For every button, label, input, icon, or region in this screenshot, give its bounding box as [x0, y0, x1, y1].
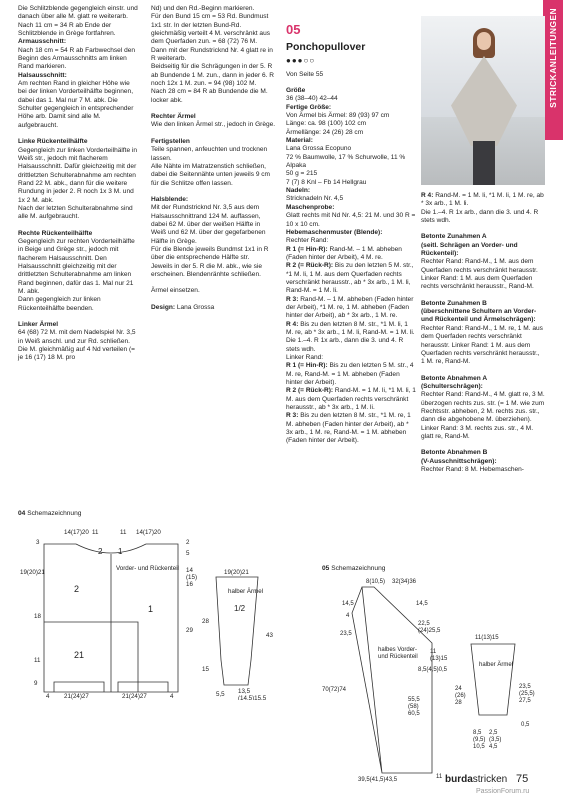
column1-paragraph: Nach 18 cm = 54 R ab Farbwechsel den Beginn des Armausschnitts am linken Rand markieren.: [18, 46, 135, 71]
s5-dim-left: 24 (26) 28: [455, 686, 466, 706]
heading: R 2 (= Rück-R):: [286, 387, 334, 395]
text-column-4: [421, 192, 545, 474]
heading: Linker Ärmel: [18, 321, 59, 329]
dim-bottom-1: 21(24)27: [64, 693, 89, 700]
dim-14: 14 (15) 16: [186, 567, 198, 588]
heading: R 4:: [286, 320, 299, 328]
s5-dim-right: 23,5 (25,5) 27,5: [519, 684, 535, 704]
column2-paragraph: [151, 138, 276, 146]
sleeve-label: halber Ärmel: [228, 588, 264, 595]
dim-top-4: 14(17)20: [136, 529, 161, 536]
column4-paragraph: [421, 300, 545, 325]
f5-dim-70: 70(72)74: [322, 687, 347, 693]
figure-05-schematic: [322, 573, 464, 783]
heading: R 2 (= Rück-R):: [286, 262, 334, 270]
column3-paragraph: Glatt rechts mit Nd Nr. 4,5: 21 M. und 30 R = 10 x 10 cm.: [286, 212, 416, 228]
heading: Design:: [151, 303, 176, 311]
column2-paragraph: [151, 304, 276, 312]
dim-29: 29: [186, 627, 193, 634]
column3-paragraph: [286, 362, 416, 387]
pattern-title: Ponchopullover: [286, 41, 366, 53]
f5-dim-23-5: 23,5: [340, 631, 352, 637]
column1-paragraph: [18, 321, 138, 329]
dim-11: 11: [34, 657, 41, 664]
paragraph-gap: [18, 222, 138, 230]
paragraph-gap: [421, 292, 545, 300]
paragraph-gap: [421, 441, 545, 449]
figure-04-title: 04 Schemazeichnung: [18, 510, 82, 517]
column4-paragraph: Rechter Rand: Rand-M., 1 M. re, 1 M. aus dem Querfaden rechts verschränkt herausstr. Linker Rand: 1 M. aus dem Querfaden rechts verschränkt herausstr., 1 M. re, Rand-M.: [421, 324, 543, 366]
heading: Halsblende:: [151, 195, 189, 203]
section-tab-label: STRICKANLEITUNGEN: [548, 8, 558, 108]
region-2a: 2: [98, 547, 103, 556]
sleeve-dim-43: 43: [266, 632, 273, 639]
column3-paragraph: [286, 246, 416, 263]
inline-text: Rand-M. – 1 M. abheben (Faden hinter der Arbeit), *1 M. re, 1 M. abheben (Faden hinter der Arbeit), ab * 3x arb., 1 M. re.: [286, 295, 414, 320]
column1-paragraph: Gegengleich zur linken Vorderteilhälfte in Weiß str., jedoch mit flacherem Halsausschnitt. Dafür gleichzeitig mit der drittletzten Schulterabnahme am rechten Rand 22 M. abk., dann für die weitere Rundung in jeder 2. R noch 1x 3 M. und 1x 2 M. abk. Nach der letzten Schulterabnahme sind alle M. aufgebraucht.: [18, 146, 138, 221]
column2-paragraph: Wie den linken Ärmel str., jedoch in Grège.: [151, 121, 276, 129]
sleeve-dim-top: 19(20)21: [224, 569, 249, 576]
paragraph-gap: [18, 130, 138, 138]
paragraph-gap: [151, 105, 276, 113]
heading: Linke Rückenteilhälfte: [18, 138, 88, 146]
column2-paragraph: [151, 196, 276, 204]
heading: Betonte Abnahmen A (Schulterschrägen):: [421, 374, 488, 390]
inline-text: Rand-M. = 1 M. li, *1 M. li, 1 M. aus dem Querfaden rechts verschränkt herausstr., ab * 3x arb., 1 M. li.: [286, 387, 416, 412]
column3-paragraph: [286, 262, 416, 295]
page-footer: [445, 773, 528, 785]
dim-bottom-2: 21(24)27: [122, 693, 147, 700]
inline-text: Rand-M. = 1 M. li, *1 M. li, 1 M. re, ab * 3x arb., 1 M. li. Die 1.–4. R 1x arb., dann die 3. und 4. R stets wdh.: [421, 192, 544, 225]
column4-paragraph: [421, 233, 545, 258]
f5-dim-55: 55,5 (58) 60,5: [408, 697, 420, 717]
dim-4b: 4: [170, 693, 174, 700]
inline-text: Bis zu den letzten 8 M. str., *1 M. re, 1 M. abheben (Faden hinter der Arbeit), ab * 3x arb., 1 M. re, Rand-M. = 1 M. abheben (Faden hinter der Arbeit).: [286, 412, 411, 445]
footer-brand-bold: burda: [445, 774, 473, 785]
column4-paragraph: [421, 375, 545, 392]
column1-paragraph: [18, 38, 138, 46]
inline-text: Rand-M. – 1 M. abheben (Faden hinter der Arbeit), 4 M. re.: [286, 245, 402, 261]
region-1: 1: [148, 604, 154, 614]
heading: Hebemaschenmuster (Blende):: [286, 228, 383, 236]
figure-05-sleeve: [455, 630, 535, 760]
inline-text: Bis zu den letzten 8 M. str., *1 M. li, 1 M. re, ab * 3x arb., 1 M. li, Rand-M. = 1 M. li. Die 1.–4. R 1x arb., dann die 3. und 4. R stets wdh.: [286, 320, 415, 353]
column3-paragraph: Von Ärmel bis Ärmel: 89 (93) 97 cm Länge: ca. 98 (100) 102 cm Ärmellänge: 24 (26) 28 cm: [286, 112, 390, 136]
model-photo: [421, 16, 545, 185]
column2-paragraph: Nd) und den Rd.-Beginn markieren. Für den Bund 15 cm = 53 Rd. Bundmust 1x1 str. In der letzten Bund-Rd. gleichmäßig verteilt 4 M. verschränkt aus dem Querfaden zun. = 68 (72) 76 M. Dann mit der Rundstricknd Nr. 4 glatt re in R weiterarb. Beidseitig für die Schrägungen in der 5. R ab Bundende 1 M. zun., dann in jeder 6. R noch 12x 1 M. zun. = 94 (98) 102 M. Nach 28 cm = 84 R ab Bundende die M. locker abk.: [151, 5, 275, 104]
column4-paragraph: Rechter Rand: Rand-M., 1 M. aus dem Querfaden rechts verschränkt herausstr. Linker Rand: 1 M. aus dem Querfaden rechts verschränkt herausstr., Rand-M.: [421, 258, 538, 291]
dim-4a: 4: [46, 693, 50, 700]
f5-dim-11b: 11: [436, 774, 443, 780]
heading: R 1 (= Hin-R):: [286, 362, 328, 370]
heading: Nadeln:: [286, 187, 311, 195]
heading: Größe: [286, 87, 306, 94]
difficulty-dots: ●●●○○: [286, 56, 316, 65]
s5-dim-b2: 2,5 (3,5) 4,5: [489, 730, 502, 750]
dim-top-3: 11: [120, 529, 127, 536]
figure-05-title: 05 Schemazeichnung: [322, 565, 386, 572]
dim-19: 19(20)21: [20, 569, 45, 576]
paragraph-gap: [151, 130, 276, 138]
dim-top-2: 11: [92, 529, 99, 536]
text-column-2: [151, 5, 276, 312]
column3-paragraph: Linker Rand:: [286, 354, 324, 361]
column2-paragraph: Ärmel einsetzen.: [151, 287, 200, 295]
region-1a: 1: [118, 547, 123, 556]
column1-paragraph: Am rechten Rand in gleicher Höhe wie bei der linken Vorderteilhälfte beginnen, dabei das 1. Mal nur 7 M. abk. Die Schulter gegengleich in entsprechender Höhe arb. Damit sind alle M. aufgebraucht.: [18, 80, 134, 129]
column4-paragraph: Rechter Rand: Rand-M., 4 M. glatt re, 3 M. überzogen rechts zus. str. (= 1 M. wie zum Rechtsstr. abheben, 2 M. rechts zus. str., dann die abgehobene M. überziehen). Linker Rand: 3 M. rechts zus. str., 4 M. glatt re, Rand-M.: [421, 391, 545, 440]
heading: Rechte Rückenteilhälfte: [18, 229, 93, 237]
heading: R 3:: [286, 412, 299, 420]
f5-dim-14-5: 14,5: [342, 601, 354, 607]
heading: R 4:: [421, 192, 434, 199]
watermark: PassionForum.ru: [476, 788, 530, 795]
dim-18: 18: [34, 613, 41, 620]
paragraph-gap: [151, 296, 276, 304]
dim-2: 2: [186, 539, 190, 546]
column3-paragraph: 36 (38–40) 42–44: [286, 95, 338, 103]
column2-paragraph: Mit der Rundstricknd Nr. 3,5 aus dem Halsausschnittrand 124 M. auffassen, dabei 62 M. über der weißen Hälfte in Weiß und 62 M. über der gegefarbenen Hälfte in Grège. Für die Blende jeweils Bundmst 1x1 in R über die entsprechende Hälfte str. Jeweils in der 5. R die M. abk., wie sie erscheinen. Blendenränhte schließen.: [151, 204, 269, 278]
dim-3: 3: [36, 539, 40, 546]
heading: R 3:: [286, 295, 299, 303]
paragraph-gap: [151, 188, 276, 196]
column4-paragraph: [421, 192, 545, 225]
f5-dim-top: 8(10,5): [366, 579, 386, 585]
column1-paragraph: Gegengleich zur rechten Vorderteilhälfte in Beige und Grège str., jedoch mit flacherem Halsausschnitt. Den Halsausschnitt gleichzeitig mit der drittletzten Schulterabnahme am linken Rand beginnen, dafür das 1. Mal nur 21 M. abk. Dann gegengleich zur linken Rückenteilhälfte beenden.: [18, 237, 135, 312]
paragraph-gap: [421, 225, 545, 233]
heading: R 1 (= Hin-R):: [286, 245, 328, 253]
heading: Betonte Zunahmen A (seitl. Schrägen an Vorder- und Rückenteil):: [421, 233, 518, 258]
f5-dim-4: 4: [346, 613, 350, 619]
sleeve-dim-15: 15: [202, 666, 209, 673]
heading: Maschenprobe:: [286, 203, 335, 211]
section-tab[interactable]: [543, 0, 563, 140]
column3-paragraph: [286, 412, 416, 445]
paragraph-gap: [421, 367, 545, 375]
s5-dim-b1: 8,5 (9,5) 10,5: [473, 730, 486, 750]
f5-dim-14-5r: 14,5: [416, 601, 428, 607]
column1-paragraph: [18, 230, 138, 238]
f5-dim-bottom: 39,5(41,5)43,5: [358, 777, 398, 783]
inline-text: Bis zu den letzten 5 M. str., 4 M. re, Rand-M. = 1 M. abheben (Faden hinter der Arbeit).: [286, 362, 414, 387]
column3-paragraph: [286, 387, 416, 412]
s5-dim-0-5: 0,5: [521, 722, 530, 728]
figure-04-schematic: [18, 522, 208, 700]
column3-paragraph: [286, 137, 416, 145]
heading: Fertigstellen: [151, 137, 190, 145]
column3-paragraph: [286, 229, 416, 237]
sleeve-dim-55: 5,5: [216, 691, 225, 698]
column3-paragraph: [286, 87, 416, 95]
heading: Betonte Abnahmen B (V-Ausschnittschrägen):: [421, 449, 497, 465]
dim-top-1: 14(17)20: [64, 529, 89, 536]
region-2: 2: [74, 584, 80, 594]
figure-04-sleeve: [196, 565, 286, 700]
heading: Armausschnitt:: [18, 38, 67, 46]
column3-paragraph: Lana Grossa Ecopuno 72 % Baumwolle, 17 % Schurwolle, 11 % Alpaka 50 g = 215 7 (7) 8 Knl – Fb 14 Hellgrau: [286, 145, 406, 186]
sleeve-dim-bottom: 13,5 (14,5)15,5: [238, 688, 267, 700]
column3-paragraph: [286, 187, 416, 195]
s5-dim-top: 11(13)15: [475, 635, 499, 641]
pattern-number: 05: [286, 22, 301, 37]
text-column-1: [18, 5, 138, 363]
dim-5: 5: [186, 550, 190, 557]
column4-paragraph: Rechter Rand: 8 M. Hebemaschen-: [421, 465, 524, 473]
f5-piece-label: halbes Vorder-und Rückenteil: [378, 647, 418, 660]
piece-label: Vorder- und Rückenteil: [116, 565, 179, 572]
footer-brand: stricken: [472, 774, 508, 785]
dim-9: 9: [34, 680, 38, 687]
page-number: 75: [516, 773, 529, 785]
column1-paragraph: [18, 72, 138, 80]
f5-dim-top2: 32(34)36: [392, 579, 417, 585]
heading: Material:: [286, 137, 313, 145]
column3-paragraph: [286, 204, 416, 212]
paragraph-gap: [18, 313, 138, 321]
inline-text: Lana Grossa: [175, 303, 215, 311]
inline-text: Bis zu den letzten 5 M. str., *1 M. li, 1 M. aus dem Querfaden rechts verschränkt herausstr., ab * 3x arb., 1 M. li, Rand-M. = 1 M. li.: [286, 262, 414, 295]
f5-dim-11: 11 (13)15: [430, 649, 448, 662]
f5-dim-22-5: 22,5 (24)25,5: [418, 621, 441, 634]
column3-paragraph: [286, 104, 416, 112]
heading: Rechter Ärmel: [151, 113, 196, 121]
heading: Fertige Größe:: [286, 103, 332, 111]
s5-label: halber Ärmel: [479, 662, 514, 668]
column3-paragraph: [286, 321, 416, 354]
heading: Halsausschnitt:: [18, 71, 67, 79]
column3-paragraph: Stricknadeln Nr. 4,5: [286, 195, 344, 203]
column3-paragraph: Rechter Rand:: [286, 237, 329, 245]
column1-paragraph: Die Schlitzblende gegengleich einstr. und danach über alle M. glatt re weiterarb. Nach 11 cm = 34 R ab Ende der Schlitzblende in Grège fortfahren.: [18, 5, 138, 38]
sleeve-dim-28: 28: [202, 618, 209, 625]
column1-paragraph: 64 (68) 72 M. mit dem Nadelspiel Nr. 3,5 in Weiß anschl. und zur Rd. schließen. Die M. gleichmäßig auf 4 Nd verteilen (= je 16 (17) 18 M. pro: [18, 329, 136, 362]
column1-paragraph: [18, 138, 138, 146]
region-21: 21: [74, 650, 85, 660]
continued-from: Von Seite 55: [286, 71, 324, 78]
column2-paragraph: Teile spannen, anfeuchten und trocknen lassen. Alle Nähte im Matratzenstich schließen, dabei die Seitennähte unten jeweils 9 cm für die Schlitze offen lassen.: [151, 146, 271, 187]
sleeve-fraction: 1/2: [234, 604, 246, 613]
heading: Betonte Zunahmen B (überschnittene Schultern an Vorder- und Rückenteil und Ärmelschrägen):: [421, 299, 537, 324]
text-column-3: [286, 87, 416, 446]
column4-paragraph: [421, 449, 545, 466]
f5-dim-8-5: 8,5(4,5)0,5: [418, 667, 448, 673]
column3-paragraph: [286, 296, 416, 321]
